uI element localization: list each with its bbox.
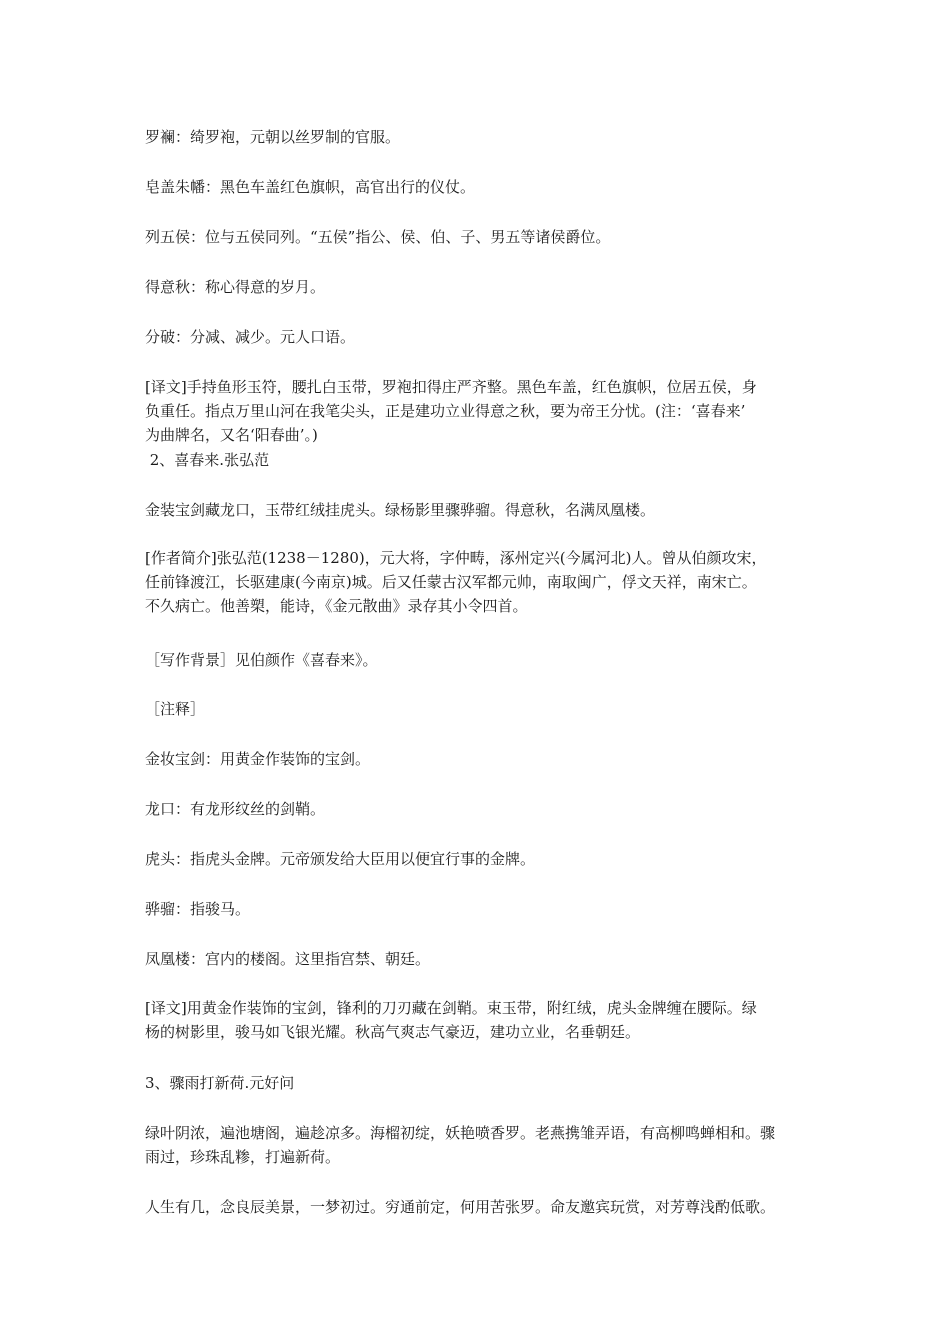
- text-line: 金装宝剑藏龙口，玉带红绒挂虎头。绿杨影里骤骅骝。得意秋，名满凤凰楼。: [145, 501, 656, 519]
- text-line: 骅骝：指骏马。: [145, 900, 251, 918]
- poem-3-stanza-2: [145, 1195, 815, 1219]
- text-line: 任前锋渡江，长驱建康(今南京)城。后又任蒙古汉军都元帅，南取闽广，俘文天祥，南宋亡。: [145, 573, 757, 591]
- text-line: 3、骤雨打新荷.元好问: [145, 1074, 295, 1092]
- note-fenghuanglou: [145, 947, 815, 971]
- text-line: 绿叶阴浓，遍池塘阁，遍趁凉多。海榴初绽，妖艳喷香罗。老燕携雏弄语，有高柳鸣蝉相和。骤: [145, 1124, 776, 1142]
- section-heading-2: [145, 448, 815, 472]
- text-line: 负重任。指点万里山河在我笔尖头，正是建功立业得意之秋，要为帝王分忧。(注：‘喜春来’: [145, 402, 746, 420]
- text-line: 2、喜春来.张弘范: [145, 451, 270, 469]
- writing-background: [145, 648, 815, 672]
- text-line: [译文]用黄金作装饰的宝剑，锋利的刀刃藏在剑鞘。束玉带，附红绒，虎头金牌缠在腰际。绿: [145, 999, 757, 1017]
- note-longkou: [145, 797, 815, 821]
- text-line: 金妆宝剑：用黄金作装饰的宝剑。: [145, 750, 371, 768]
- text-line: 人生有几，念良辰美景，一梦初过。穷通前定，何用苦张罗。命友邀宾玩赏，对芳尊浅酌低歌。: [145, 1198, 776, 1216]
- text-line: ［注释］: [145, 700, 206, 718]
- note-hutou: [145, 847, 815, 871]
- note-deyiqiu: [145, 275, 815, 299]
- text-line: 杨的树影里，骏马如飞银光耀。秋高气爽志气豪迈，建功立业，名垂朝廷。: [145, 1023, 641, 1041]
- translation-2: [145, 996, 815, 1044]
- author-intro: [145, 546, 815, 618]
- text-line: ［写作背景］见伯颜作《喜春来》。: [145, 651, 378, 669]
- text-line: 列五侯：位与五侯同列。“五侯”指公、侯、伯、子、男五等诸侯爵位。: [145, 228, 611, 246]
- text-line: 得意秋：称心得意的岁月。: [145, 278, 326, 296]
- translation-1: [145, 375, 815, 447]
- text-line: 罗襕：绮罗袍，元朝以丝罗制的官服。: [145, 128, 401, 146]
- note-zaigai-zhufan: [145, 175, 815, 199]
- note-fenpo: [145, 325, 815, 349]
- poem-2: [145, 498, 815, 522]
- text-line: 雨过，珍珠乱糁，打遍新荷。: [145, 1148, 341, 1166]
- text-line: 龙口：有龙形纹丝的剑鞘。: [145, 800, 326, 818]
- note-jinzhuang: [145, 747, 815, 771]
- note-liewuhou: [145, 225, 815, 249]
- note-hualiu: [145, 897, 815, 921]
- note-luolan: [145, 125, 815, 149]
- text-line: 虎头：指虎头金牌。元帝颁发给大臣用以便宜行事的金牌。: [145, 850, 536, 868]
- text-line: 分破：分减、减少。元人口语。: [145, 328, 356, 346]
- text-line: 凤凰楼：宫内的楼阁。这里指宫禁、朝廷。: [145, 950, 431, 968]
- poem-3-stanza-1: [145, 1121, 815, 1169]
- section-heading-3: [145, 1071, 815, 1095]
- text-line: [作者简介]张弘范(1238－1280)，元大将，字仲畴，涿州定兴(今属河北)人。曾从伯颜攻宋，: [145, 549, 767, 567]
- text-line: [译文]手持鱼形玉符，腰扎白玉带，罗袍扣得庄严齐整。黑色车盖，红色旗帜，位居五侯，身: [145, 378, 757, 396]
- text-line: 不久病亡。他善槊，能诗，《金元散曲》录存其小令四首。: [145, 597, 528, 615]
- annotation-heading: [145, 697, 815, 721]
- text-line: 为曲牌名，又名‘阳春曲’。): [145, 426, 318, 444]
- text-line: 皂盖朱幡：黑色车盖红色旗帜，高官出行的仪仗。: [145, 178, 476, 196]
